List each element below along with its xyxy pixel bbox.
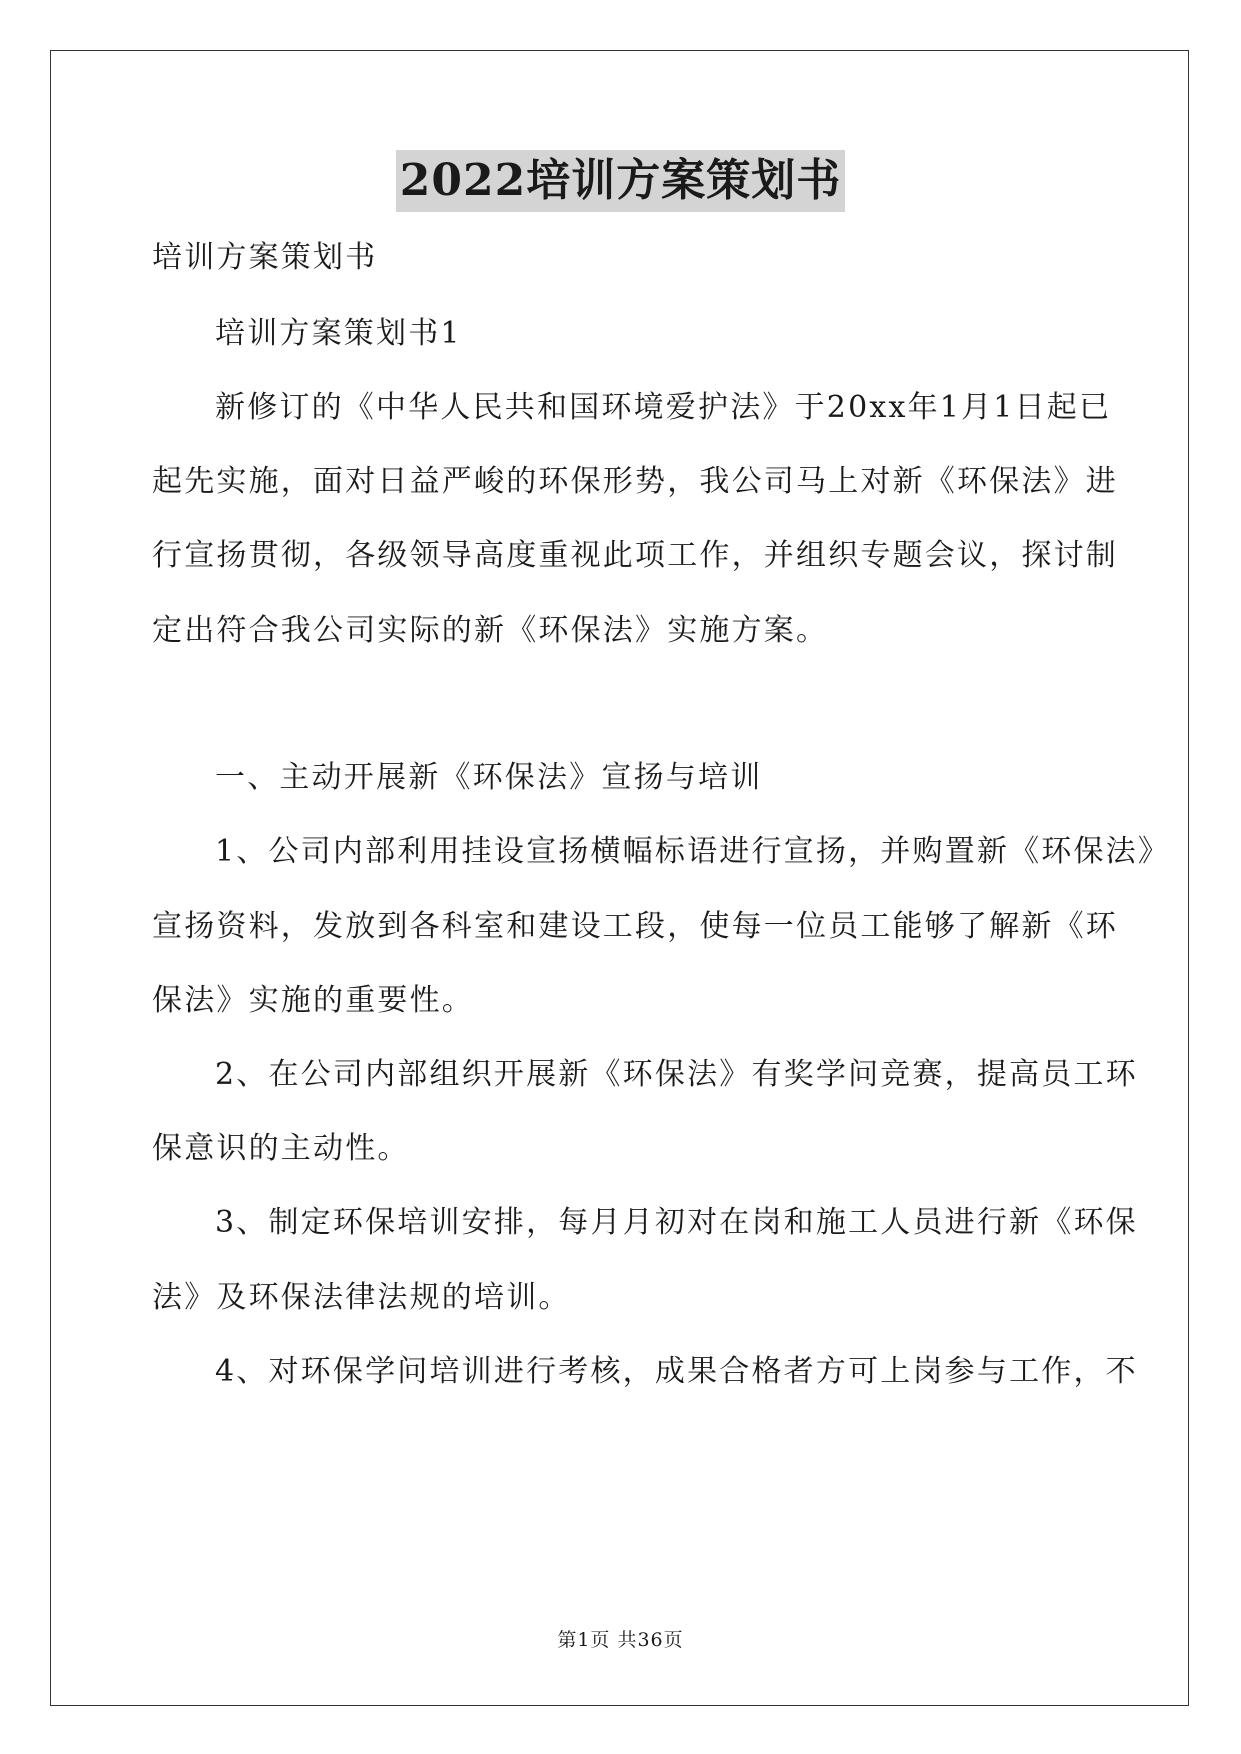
paragraph-line: 3、制定环保培训安排，每月月初对在岗和施工人员进行新《环保 [215,1205,1138,1240]
paragraph-line: 保法》实施的重要性。 [152,983,474,1018]
document-title-text: 2022培训方案策划书 [396,150,845,212]
paragraph-line: 行宣扬贯彻，各级领导高度重视此项工作，并组织专题会议，探讨制 [152,538,1118,573]
document-title [0,150,1241,212]
doc-subtitle: 培训方案策划书 [152,240,378,275]
page-border [50,50,1189,1706]
paragraph-line: 1、公司内部利用挂设宣扬横幅标语进行宣扬，并购置新《环保法》 [215,834,1171,869]
paragraph-line: 保意识的主动性。 [152,1131,410,1166]
paragraph-line: 宣扬资料，发放到各科室和建设工段，使每一位员工能够了解新《环 [152,909,1118,944]
paragraph-line: 定出符合我公司实际的新《环保法》实施方案。 [152,613,829,648]
paragraph-line: 法》及环保法律法规的培训。 [152,1280,571,1315]
paragraph-line: 4、对环保学问培训进行考核，成果合格者方可上岗参与工作，不 [215,1354,1138,1389]
page-footer: 第1页 共36页 [557,1629,684,1651]
paragraph-line: 2、在公司内部组织开展新《环保法》有奖学问竞赛，提高员工环 [215,1057,1138,1092]
subsection-heading: 一、主动开展新《环保法》宣扬与培训 [215,760,763,795]
section-heading: 培训方案策划书1 [215,316,462,351]
paragraph-line: 新修订的《中华人民共和国环境爱护法》于20xx年1月1日起已 [215,390,1112,425]
paragraph-line: 起先实施，面对日益严峻的环保形势，我公司马上对新《环保法》进 [152,464,1118,499]
